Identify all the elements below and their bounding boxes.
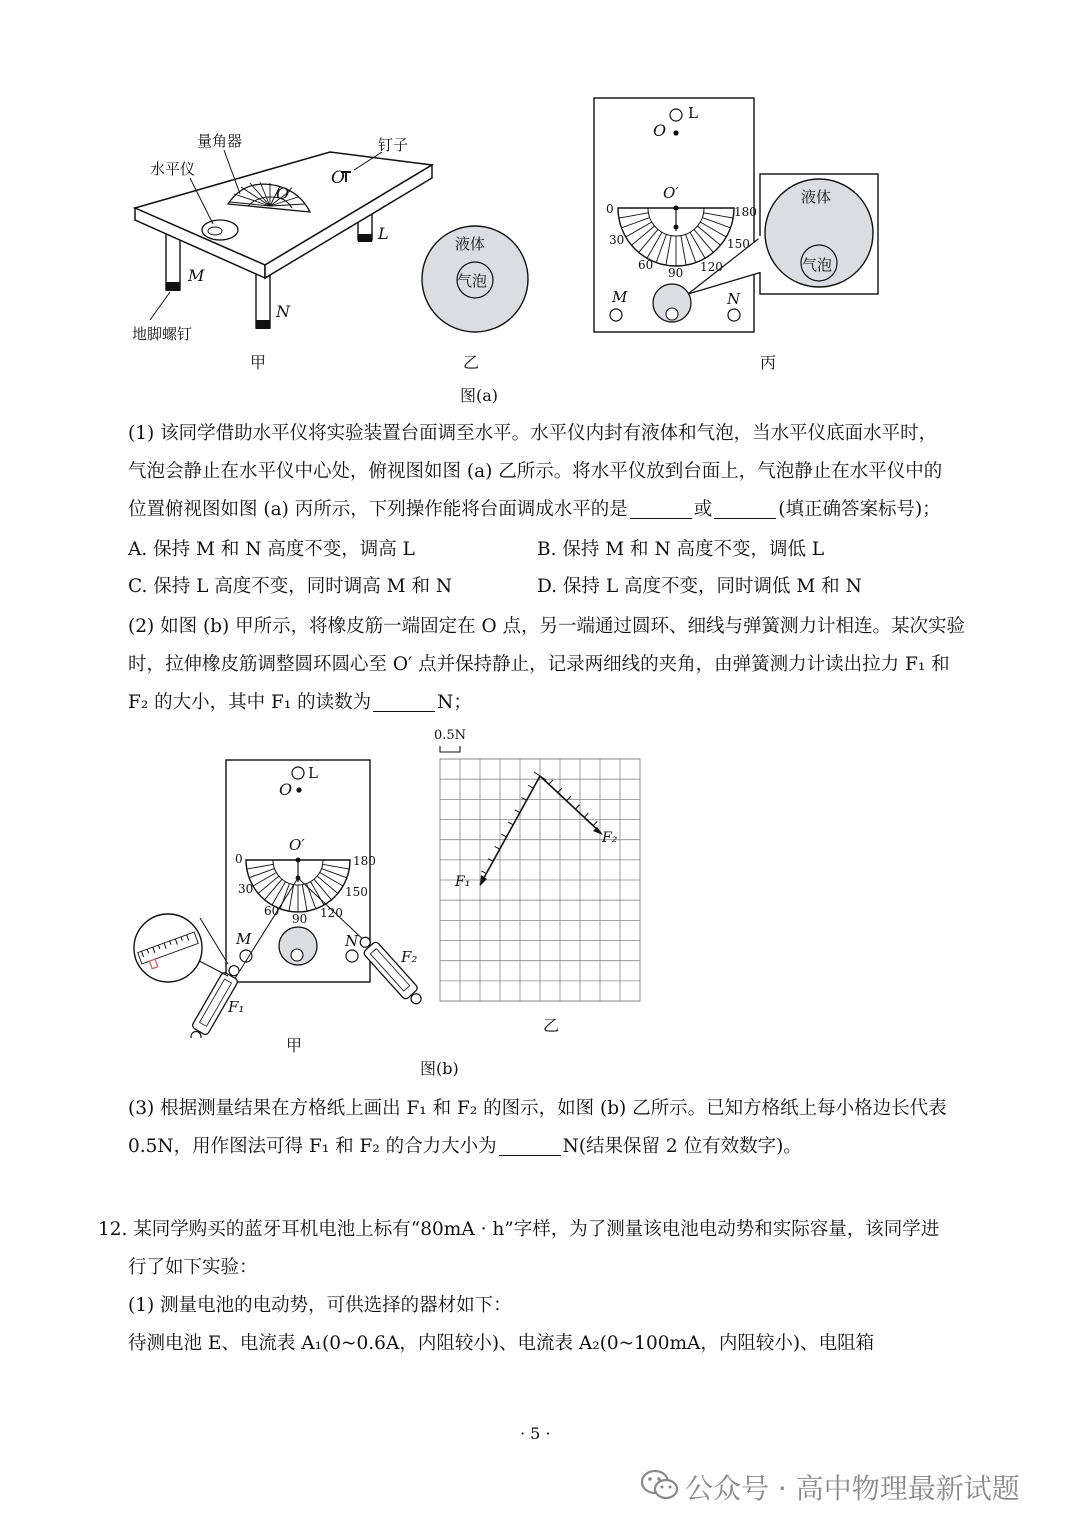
decor-line xyxy=(501,834,506,837)
q3-answer-blank xyxy=(499,1131,561,1156)
b-tick-0: 0 xyxy=(235,852,243,866)
fig-b-jia-diagram xyxy=(130,758,430,1038)
bing-tick-30: 30 xyxy=(609,233,625,247)
leg-N xyxy=(256,270,270,328)
label-dijiao: 地脚螺钉 xyxy=(132,325,193,343)
bing-tick-120: 120 xyxy=(700,260,723,274)
label-Oprime: O′ xyxy=(276,184,293,203)
q2-line-3: F₂ 的大小，其中 F₁ 的读数为 N； xyxy=(128,683,472,723)
watermark: 公众号 · 高中物理最新试题 xyxy=(685,1472,1020,1505)
fig-b-title: 图(b) xyxy=(420,1059,459,1078)
q2-line-2: 时，拉伸橡皮筋调整圆环圆心至 O′ 点并保持静止，记录两细线的夹角，由弹簧测力计读出拉力 F₁ 和 xyxy=(128,654,950,675)
yi-bubble-label: 气泡 xyxy=(457,272,488,290)
wechat-icon xyxy=(640,1468,680,1502)
bing-liquid-label: 液体 xyxy=(801,188,832,206)
q2-answer-blank xyxy=(373,687,435,712)
caption-fig-a-jia: 甲 xyxy=(250,353,267,372)
bing-tick-150: 150 xyxy=(727,237,750,251)
b-tick-150: 150 xyxy=(345,885,368,899)
bing-N: N xyxy=(727,290,741,308)
q1-answer-blank-2 xyxy=(714,494,776,519)
ring-N xyxy=(728,309,740,321)
b-Oprime: O′ xyxy=(289,836,305,854)
label-L: L xyxy=(378,224,389,243)
b-F2: F₂ xyxy=(401,948,418,966)
fig-a-title: 图(a) xyxy=(460,386,499,405)
yi-liquid-label: 液体 xyxy=(455,235,486,253)
bing-L: L xyxy=(688,104,698,122)
q1-option-A: A. 保持 M 和 N 高度不变，调高 L xyxy=(128,539,415,560)
decor-line xyxy=(495,846,500,849)
page-number: · 5 · xyxy=(520,1424,551,1443)
grid-F1-label: F₁ xyxy=(455,874,471,890)
label-shuipingyi: 水平仪 xyxy=(150,160,196,178)
label-liangjiaoqi: 量角器 xyxy=(197,132,243,150)
label-O: O xyxy=(331,168,345,188)
decor-line xyxy=(584,813,588,817)
b-tick-120: 120 xyxy=(320,906,343,920)
label-dingzi: 钉子 xyxy=(378,136,409,154)
decor-line xyxy=(575,805,579,809)
bing-Oprime: O′ xyxy=(663,184,679,202)
decor-line xyxy=(515,810,520,813)
b-tick-90: 90 xyxy=(292,912,308,926)
q1-line-3: 位置俯视图如图 (a) 丙所示，下列操作能将台面调成水平的是 或 (填正确答案标号)； xyxy=(128,490,941,530)
b-tick-180: 180 xyxy=(353,854,376,868)
q1-option-D: D. 保持 L 高度不变，同时调低 M 和 N xyxy=(537,576,862,597)
q12-line-1: 12. 某同学购买的蓝牙耳机电池上标有“80mA · h”字样，为了测量该电池电动势和实际容量，该同学进 xyxy=(98,1219,940,1240)
vector-F1 xyxy=(480,776,540,885)
decor-line xyxy=(508,822,513,825)
b-tick-60: 60 xyxy=(264,904,280,918)
label-M: M xyxy=(188,266,205,285)
caption-fig-a-bing: 丙 xyxy=(760,353,777,372)
b-tick-30: 30 xyxy=(238,882,254,896)
b-N: N xyxy=(345,932,359,950)
q2-line-1: (2) 如图 (b) 甲所示，将橡皮筋一端固定在 O 点，另一端通过圆环、细线与弹簧测力计相连。某次实验 xyxy=(128,616,966,637)
b-O: O xyxy=(279,780,293,799)
decor-line xyxy=(528,785,533,788)
q12-line-4: 待测电池 E、电流表 A₁(0~0.6A，内阻较小)、电流表 A₂(0~100mA，内阻较小)、电阻箱 xyxy=(128,1333,875,1354)
caption-fig-a-yi: 乙 xyxy=(463,353,480,372)
grid-F2-label: F₂ xyxy=(602,830,618,846)
q1-option-C: C. 保持 L 高度不变，同时调高 M 和 N xyxy=(128,576,453,597)
b-M: M xyxy=(236,930,252,948)
bing-tick-0: 0 xyxy=(606,202,614,216)
decor-line xyxy=(549,780,553,784)
fig-b-yi-grid xyxy=(430,728,645,1008)
q3-line-1: (3) 根据测量结果在方格纸上画出 F₁ 和 F₂ 的图示，如图 (b) 乙所示。已知方格纸上每小格边长代表 xyxy=(128,1098,947,1119)
bing-bubble-label: 气泡 xyxy=(802,256,833,274)
decor-line xyxy=(593,821,597,825)
b-L: L xyxy=(308,764,318,782)
b-F1: F₁ xyxy=(228,998,245,1016)
q12-line-2: 行了如下实验： xyxy=(128,1257,258,1278)
bing-tick-60: 60 xyxy=(638,258,654,272)
bing-O: O xyxy=(653,121,667,140)
decor-line xyxy=(481,871,486,874)
label-N: N xyxy=(276,302,290,321)
q3-line-2: 0.5N，用作图法可得 F₁ 和 F₂ 的合力大小为 N(结果保留 2 位有效数字)。 xyxy=(128,1127,802,1167)
q1-option-B: B. 保持 M 和 N 高度不变，调低 L xyxy=(537,539,825,560)
ring-M xyxy=(610,309,622,321)
point-O xyxy=(673,130,678,135)
q1-answer-blank-1 xyxy=(630,494,692,519)
caption-fig-b-yi: 乙 xyxy=(543,1016,560,1035)
scale-label: 0.5N xyxy=(434,728,467,743)
bing-tick-90: 90 xyxy=(668,266,684,280)
caption-fig-b-jia: 甲 xyxy=(286,1036,303,1055)
bing-tick-180: 180 xyxy=(734,205,757,219)
ring-L xyxy=(670,109,682,121)
bing-M: M xyxy=(612,288,628,306)
q1-line-1: (1) 该同学借助水平仪将实验装置台面调至水平。水平仪内封有液体和气泡，当水平仪底面水平时， xyxy=(128,423,938,444)
q12-line-3: (1) 测量电池的电动势，可供选择的器材如下： xyxy=(128,1295,512,1316)
decor-line xyxy=(567,796,571,800)
q1-line-2: 气泡会静止在水平仪中心处，俯视图如图 (a) 乙所示。将水平仪放到台面上，气泡静止在水平仪中的 xyxy=(128,461,943,482)
